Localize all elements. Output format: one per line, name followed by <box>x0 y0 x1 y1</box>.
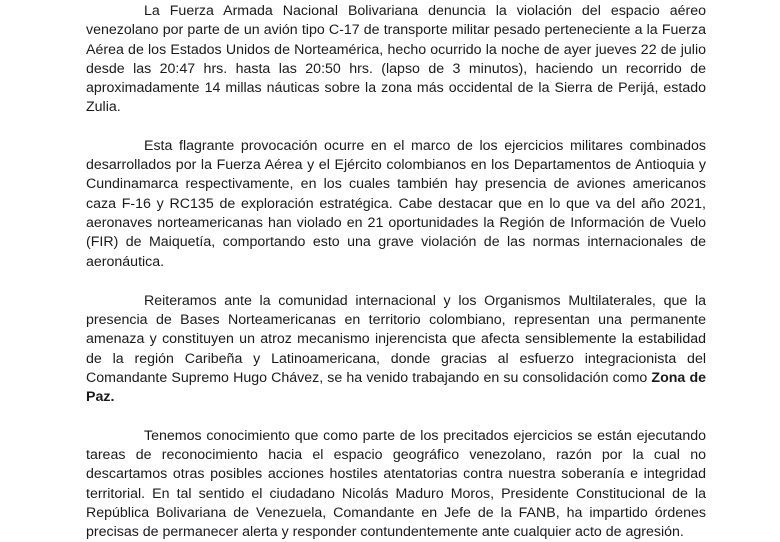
paragraph-1 <box>86 2 706 118</box>
paragraph-2 <box>86 137 706 272</box>
paragraph-3-bold-phrase: Zona de Paz. <box>86 370 707 406</box>
paragraph-4 <box>86 427 706 542</box>
paragraph-3 <box>86 292 706 408</box>
paragraph-2-text: Esta flagrante provocación ocurre en el marco de los ejercicios militares combinados desarrollados por la Fuerza Aérea y el Ejército colombianos en los Departamentos de Antioquia y Cundinamarca respectivamente, en los cuales también hay presencia de aviones americanos caza F-16 y RC135 de exploración estratégica. Cabe destacar que en lo que va del año 2021, aeronaves norteamericanas han violado en 21 oportunidades la Región de Información de Vuelo (FIR) de Maiquetía, comportando esto una grave violación de las normas internacionales de aeronáutica. <box>86 137 706 270</box>
paragraph-4-text: Tenemos conocimiento que como parte de los precitados ejercicios se están ejecutando tareas de reconocimiento hacia el espacio geográfico venezolano, razón por la cual no descartamos otras posibles acciones hostiles atentatorias contra nuestra soberanía e integridad territorial. En tal sentido el ciudadano Nicolás Maduro Moros, Presidente Constitucional de la República Bolivariana de Venezuela, Comandante en Jefe de la FANB, ha impartido órdenes precisas de permanecer alerta y responder contundentemente ante cualquier acto de agresión. <box>86 427 706 541</box>
paragraph-1-text: La Fuerza Armada Nacional Bolivariana denuncia la violación del espacio aéreo venezolano por parte de un avión tipo C-17 de transporte militar pesado perteneciente a la Fuerza Aérea de los Estados Unidos de Norteamérica, hecho ocurrido la noche de ayer jueves 22 de julio desde las 20:47 hrs. hasta las 20:50 hrs. (lapso de 3 minutos), haciendo un recorrido de aproximadamente 14 millas náuticas sobre la zona más occidental de la Sierra de Perijá, estado Zulia. <box>86 3 706 116</box>
paragraph-3-text: Reiteramos ante la comunidad internacional y los Organismos Multilaterales, que la presencia de Bases Norteamericanas en territorio colombiano, representan una permanente amenaza y constituyen un atroz mecanismo injerencista que afecta sensiblemente la estabilidad de la región Caribeña y Latinoamericana, donde gracias al esfuerzo integracionista del Comandante Supremo Hugo Chávez, se ha venido trabajando en su consolidación como <box>86 292 706 387</box>
